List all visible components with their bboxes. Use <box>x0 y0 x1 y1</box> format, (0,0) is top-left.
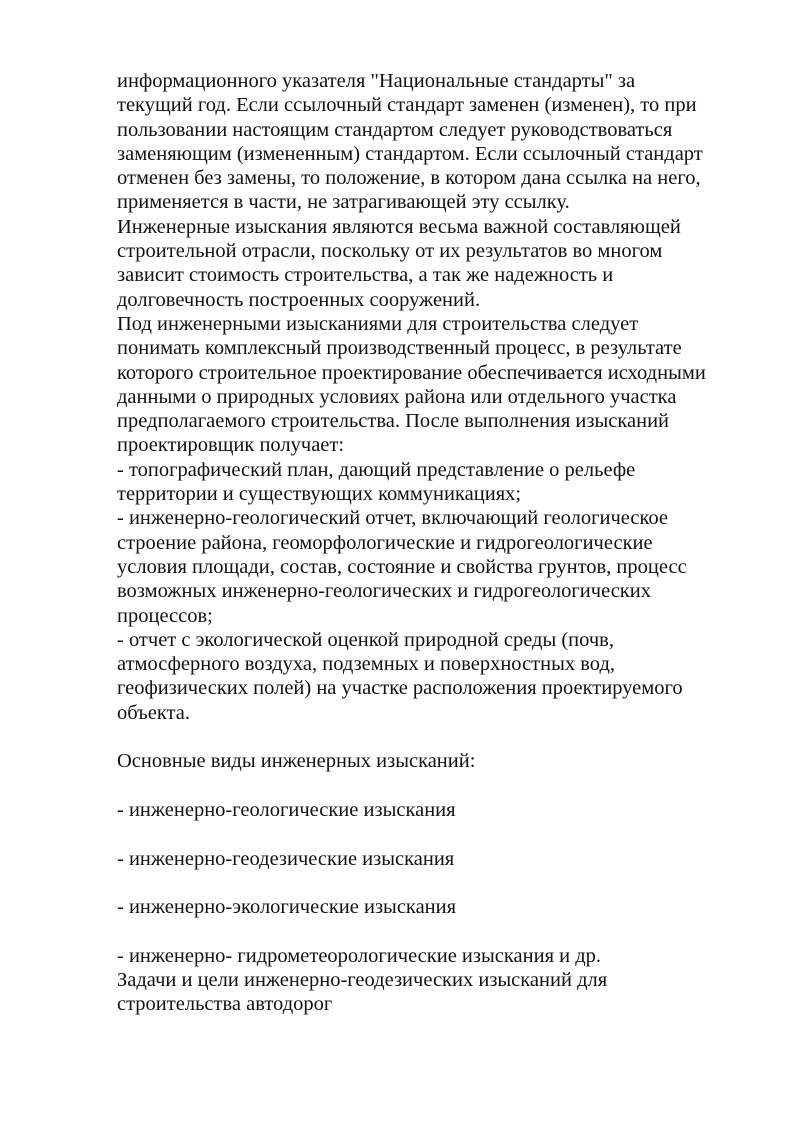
text-line: Задачи и цели инженерно-геодезических изысканий для <box>117 968 608 991</box>
text-line: понимать комплексный производственный процесс, в результате <box>117 337 682 360</box>
text-line: проектировщик получает: <box>117 434 345 457</box>
text-line: отменен без замены, то положение, в котором дана ссылка на него, <box>117 167 701 190</box>
blank-line <box>117 725 757 749</box>
document-body <box>117 69 757 1017</box>
blank-line <box>117 919 757 943</box>
text-line: пользовании настоящим стандартом следует руководствоваться <box>117 118 673 141</box>
text-line: предполагаемого строительства. После выполнения изысканий <box>117 410 670 433</box>
text-line: Под инженерными изысканиями для строительства следует <box>117 312 639 335</box>
text-line: - инженерно-геологические изыскания <box>117 798 456 821</box>
text-line: геофизических полей) на участке расположения проектируемого <box>117 677 683 700</box>
text-line: долговечность построенных сооружений. <box>117 288 481 311</box>
text-line: заменяющим (измененным) стандартом. Если ссылочный стандарт <box>117 142 703 165</box>
text-line: Основные виды инженерных изысканий: <box>117 750 476 773</box>
text-line: строительства автодорог <box>117 993 333 1016</box>
text-line: атмосферного воздуха, подземных и поверхностных вод, <box>117 653 615 676</box>
text-line: территории и существующих коммуникациях; <box>117 483 522 506</box>
blank-line <box>117 822 757 846</box>
text-line: строительной отрасли, поскольку от их результатов во многом <box>117 240 663 263</box>
text-line: условия площади, состав, состояние и свойства грунтов, процесс <box>117 555 687 578</box>
blank-line <box>117 871 757 895</box>
text-line: объекта. <box>117 701 190 724</box>
text-line: - инженерно- гидрометеорологические изыскания и др. <box>117 944 602 967</box>
text-line: Инженерные изыскания являются весьма важной составляющей <box>117 215 681 238</box>
text-line: применяется в части, не затрагивающей эту ссылку. <box>117 191 570 214</box>
text-line: - отчет с экологической оценкой природной среды (почв, <box>117 628 614 651</box>
text-line: строение района, геоморфологические и гидрогеологические <box>117 531 653 554</box>
text-line: зависит стоимость строительства, а так же надежность и <box>117 264 614 287</box>
text-line: процессов; <box>117 604 213 627</box>
text-line: возможных инженерно-геологических и гидрогеологических <box>117 580 651 603</box>
text-line: - инженерно-экологические изыскания <box>117 896 457 919</box>
text-line: - инженерно-геодезические изыскания <box>117 847 455 870</box>
text-line: текущий год. Если ссылочный стандарт заменен (изменен), то при <box>117 94 697 117</box>
text-line: - топографический план, дающий представление о рельефе <box>117 458 636 481</box>
blank-line <box>117 774 757 798</box>
text-line: которого строительное проектирование обеспечивается исходными <box>117 361 706 384</box>
text-line: - инженерно-геологический отчет, включающий геологическое <box>117 507 668 530</box>
text-line: информационного указателя "Национальные стандарты" за <box>117 70 636 92</box>
text-line: данными о природных условиях района или отдельного участка <box>117 385 677 408</box>
